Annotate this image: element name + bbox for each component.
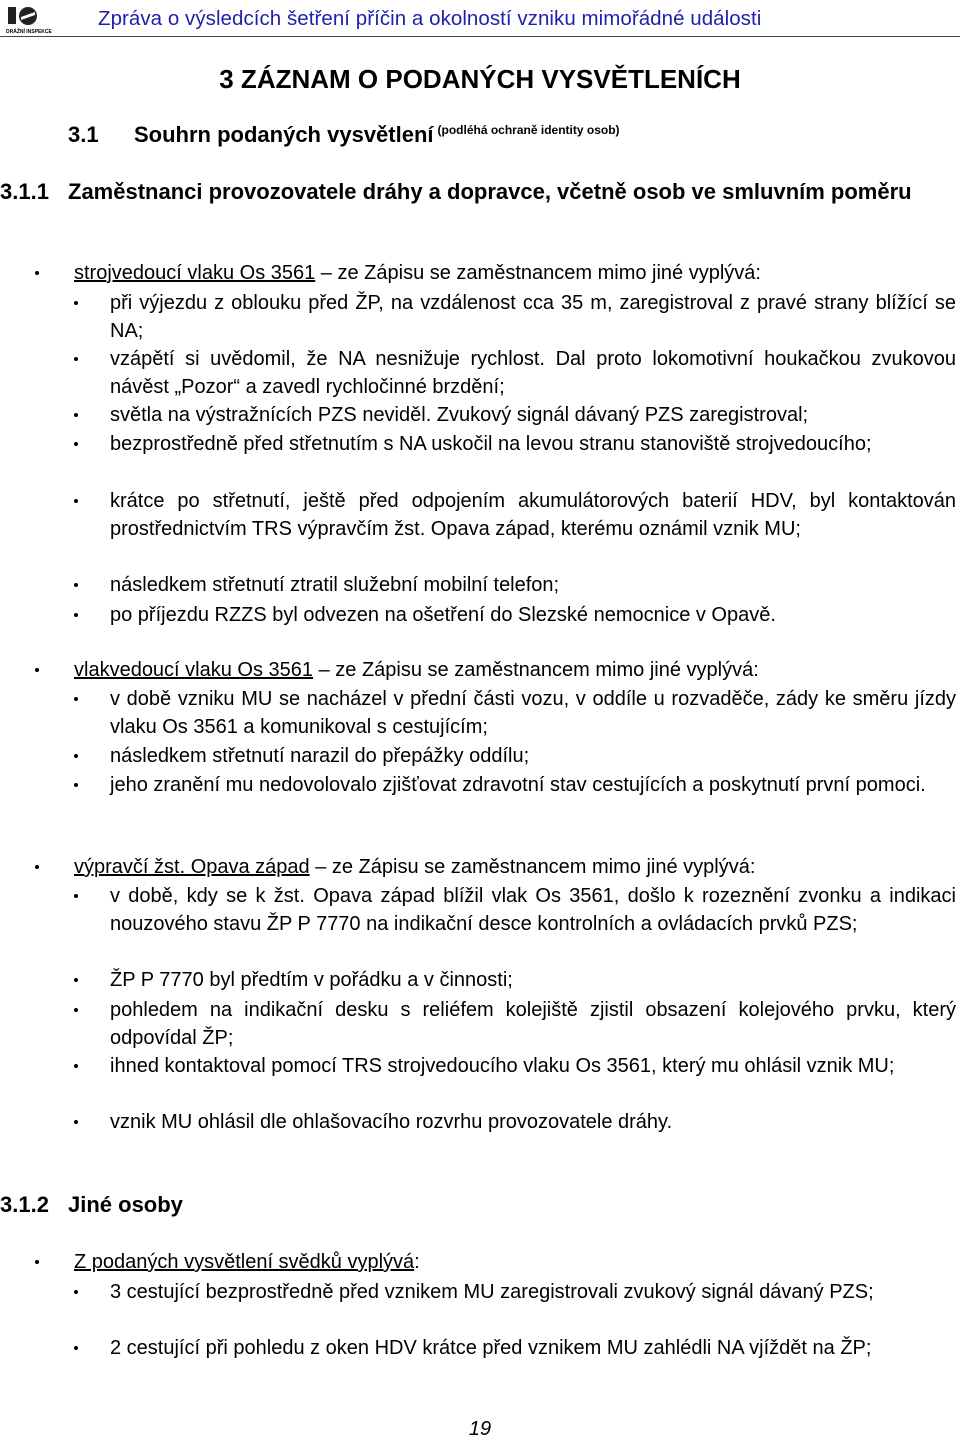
person-label: Z podaných vysvětlení svědků vyplývá bbox=[74, 1251, 415, 1273]
bullet-icon bbox=[35, 1260, 39, 1264]
list-item: krátce po střetnutí, ještě před odpojením akumulátorových baterií HDV, byl kontaktován prostřednictvím TRS výpravčím žst. Opava západ, kterému oznámil vznik MU; bbox=[110, 490, 956, 540]
list-item: vznik MU ohlásil dle ohlašovacího rozvrhu provozovatele dráhy. bbox=[110, 1111, 673, 1133]
drazni-inspekce-logo bbox=[4, 4, 52, 36]
subsection-title: Jiné osoby bbox=[68, 1192, 183, 1217]
list-item: následkem střetnutí narazil do přepážky oddílu; bbox=[110, 745, 530, 767]
group-suffix: – ze Zápisu se zaměstnancem mimo jiné vyplývá: bbox=[313, 659, 759, 681]
header-title: Zpráva o výsledcích šetření příčin a okolností vzniku mimořádné události bbox=[98, 7, 762, 30]
group-heading-strojvedouci bbox=[74, 259, 761, 288]
list-item: po příjezdu RZZS byl odvezen na ošetření do Slezské nemocnice v Opavě. bbox=[110, 604, 776, 626]
subsection-number: 3.1.2 bbox=[0, 1192, 49, 1217]
list-item: následkem střetnutí ztratil služební mobilní telefon; bbox=[110, 574, 560, 596]
list-item: při výjezdu z oblouku před ŽP, na vzdálenost cca 35 m, zaregistroval z pravé strany blížící se NA; bbox=[110, 292, 956, 342]
subsection-title: Zaměstnanci provozovatele dráhy a dopravce, včetně osob ve smluvním poměru bbox=[68, 179, 912, 204]
bullet-icon bbox=[74, 697, 78, 701]
list-item: bezprostředně před střetnutím s NA uskočil na levou stranu stanoviště strojvedoucího; bbox=[110, 433, 872, 455]
bullet-icon bbox=[74, 894, 78, 898]
bullet-icon bbox=[35, 865, 39, 869]
bullet-icon bbox=[74, 613, 78, 617]
section-number: 3.1 bbox=[68, 122, 99, 147]
group-suffix: : bbox=[414, 1251, 420, 1273]
group-suffix: – ze Zápisu se zaměstnancem mimo jiné vyplývá: bbox=[309, 856, 756, 878]
chapter-heading: 3 ZÁZNAM O PODANÝCH VYSVĚTLENÍCH bbox=[219, 64, 741, 94]
page-header bbox=[0, 0, 960, 40]
bullet-icon bbox=[35, 668, 39, 672]
group-heading-svedci bbox=[74, 1248, 420, 1277]
bullet-icon bbox=[74, 978, 78, 982]
bullet-icon bbox=[74, 783, 78, 787]
list-item: ŽP P 7770 byl předtím v pořádku a v činnosti; bbox=[110, 969, 513, 991]
section-note: (podléhá ochraně identity osob) bbox=[437, 122, 620, 137]
group-suffix: – ze Zápisu se zaměstnancem mimo jiné vyplývá: bbox=[315, 262, 761, 284]
header-divider bbox=[0, 36, 960, 37]
person-label: strojvedoucí vlaku Os 3561 bbox=[74, 262, 316, 284]
list-item: ihned kontaktoval pomocí TRS strojvedoucího vlaku Os 3561, který mu ohlásil vznik MU; bbox=[110, 1055, 895, 1077]
bullet-icon bbox=[74, 499, 78, 503]
list-item: 2 cestující při pohledu z oken HDV krátce před vznikem MU zahlédli NA vjíždět na ŽP; bbox=[110, 1337, 872, 1359]
group-heading-vlakvedouci bbox=[74, 656, 759, 685]
bullet-icon bbox=[74, 1290, 78, 1294]
section-heading bbox=[68, 122, 620, 148]
bullet-icon bbox=[74, 442, 78, 446]
list-item: jeho zranění mu nedovolovalo zjišťovat zdravotní stav cestujících a poskytnutí první pomoci. bbox=[110, 774, 926, 796]
person-label: výpravčí žst. Opava západ bbox=[74, 856, 310, 878]
bullet-icon bbox=[74, 357, 78, 361]
bullet-icon bbox=[74, 413, 78, 417]
list-item: v době, kdy se k žst. Opava západ blížil vlak Os 3561, došlo k rozeznění zvonku a indikaci nouzového stavu ŽP P 7770 na indikační desce kontrolních a ovládacích prvků PZS; bbox=[110, 885, 956, 935]
page-number: 19 bbox=[468, 1418, 492, 1440]
bullet-icon bbox=[74, 583, 78, 587]
bullet-icon bbox=[74, 1064, 78, 1068]
list-item: pohledem na indikační desku s reliéfem kolejiště zjistil obsazení kolejového prvku, který odpovídal ŽP; bbox=[110, 999, 956, 1049]
bullet-icon bbox=[74, 754, 78, 758]
list-item: světla na výstražnících PZS neviděl. Zvukový signál dávaný PZS zaregistroval; bbox=[110, 404, 809, 426]
subsection-heading-2 bbox=[0, 1190, 960, 1220]
svg-text:DRÁŽNÍ INSPEKCE: DRÁŽNÍ INSPEKCE bbox=[6, 29, 52, 35]
bullet-icon bbox=[74, 301, 78, 305]
bullet-icon bbox=[74, 1120, 78, 1124]
person-label: vlakvedoucí vlaku Os 3561 bbox=[74, 659, 314, 681]
bullet-icon bbox=[35, 271, 39, 275]
subsection-number: 3.1.1 bbox=[0, 179, 49, 204]
bullet-icon bbox=[74, 1008, 78, 1012]
subsection-heading-1 bbox=[0, 177, 960, 237]
list-item: 3 cestující bezprostředně před vznikem MU zaregistrovali zvukový signál dávaný PZS; bbox=[110, 1281, 874, 1303]
list-item: vzápětí si uvědomil, že NA nesnižuje rychlost. Dal proto lokomotivní houkačkou zvukovou návěst „Pozor“ a zavedl rychločinné brzdění; bbox=[110, 348, 956, 398]
section-title: Souhrn podaných vysvětlení bbox=[134, 122, 434, 147]
list-item: v době vzniku MU se nacházel v přední části vozu, v oddíle u rozvaděče, zády ke směru jízdy vlaku Os 3561 a komunikoval s cestujícím; bbox=[110, 688, 956, 738]
bullet-icon bbox=[74, 1346, 78, 1350]
group-heading-vypravci bbox=[74, 853, 755, 882]
